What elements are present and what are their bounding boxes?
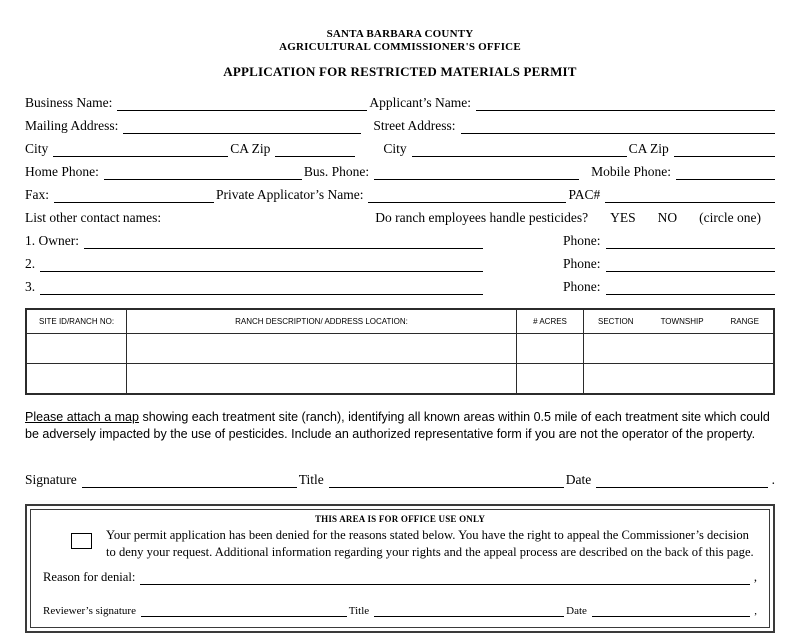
signature-field[interactable] xyxy=(82,472,297,488)
range-header: RANGE xyxy=(730,317,759,327)
title-field[interactable] xyxy=(329,472,564,488)
ca-zip-mailing-label: CA Zip xyxy=(230,141,271,157)
city-street-field[interactable] xyxy=(412,141,627,157)
reviewer-signature-label: Reviewer’s signature xyxy=(43,605,136,618)
owner2-label: 2. xyxy=(25,256,36,272)
ca-zip-street-field[interactable] xyxy=(674,141,775,157)
trailing-period: . xyxy=(771,472,775,488)
ca-zip-mailing-field[interactable] xyxy=(275,141,355,157)
col-site-id-header: SITE ID/RANCH NO: xyxy=(26,309,127,334)
pac-field[interactable] xyxy=(605,187,775,203)
form-title: APPLICATION FOR RESTRICTED MATERIALS PERMIT xyxy=(223,64,577,80)
office-use-box xyxy=(25,504,775,633)
col-description-header: RANCH DESCRIPTION/ ADDRESS LOCATION: xyxy=(127,309,517,334)
row-addresses xyxy=(25,118,775,134)
denial-section xyxy=(43,527,757,561)
owner2-field[interactable] xyxy=(40,256,483,272)
denial-text: Your permit application has been denied for the reasons stated below. You have the right to appeal the Commissioner’s decision to deny your request. Additional information regarding your rights and the appeal process are described on the back of this page. xyxy=(106,528,754,560)
date-label: Date xyxy=(565,472,592,488)
owner1-group xyxy=(25,233,483,249)
owner2-group xyxy=(25,256,483,272)
contacts-heading: List other contact names: xyxy=(25,210,162,226)
mailing-address-label: Mailing Address: xyxy=(25,118,119,134)
row-owner-3 xyxy=(25,279,775,295)
str-header-group xyxy=(586,317,771,326)
row-owner-2 xyxy=(25,256,775,272)
owner1-phone-label: Phone: xyxy=(563,233,601,249)
reviewer-trailing-comma: , xyxy=(754,605,757,618)
title-label: Title xyxy=(298,472,324,488)
map-note-underlined: Please attach a map xyxy=(25,410,139,425)
owner1-label: 1. Owner: xyxy=(25,233,79,249)
str-cell[interactable] xyxy=(584,334,775,364)
reason-field[interactable] xyxy=(140,569,750,585)
fax-field[interactable] xyxy=(54,187,214,203)
pesticides-question-group xyxy=(375,210,775,226)
private-applicator-label: Private Applicator’s Name: xyxy=(216,187,364,203)
fax-label: Fax: xyxy=(25,187,50,203)
bus-phone-field[interactable] xyxy=(374,164,579,180)
row-owner-1 xyxy=(25,233,775,249)
ca-zip-street-label: CA Zip xyxy=(628,141,669,157)
no-option[interactable]: NO xyxy=(657,210,678,226)
owner3-phone-field[interactable] xyxy=(606,279,775,295)
applicants-name-field[interactable] xyxy=(476,95,775,111)
row-signature xyxy=(25,472,775,488)
owner1-field[interactable] xyxy=(84,233,483,249)
table-header-row xyxy=(26,309,774,334)
org-name: SANTA BARBARA COUNTY xyxy=(326,28,474,40)
ranch-sites-table xyxy=(25,308,775,395)
site-id-cell[interactable] xyxy=(26,334,127,364)
map-note-rest: showing each treatment site (ranch), identifying all known areas within 0.5 mile of each treatment site which could be adversely impacted by the use of pesticides. Include an authorized representative form if you are not the operator of the property. xyxy=(25,410,770,441)
row-reason-for-denial xyxy=(43,569,757,585)
owner3-label: 3. xyxy=(25,279,36,295)
owner3-field[interactable] xyxy=(40,279,483,295)
row-contacts-question xyxy=(25,210,775,226)
reason-trailing-comma: , xyxy=(753,570,757,585)
col-acres-header: # ACRES xyxy=(517,309,584,334)
home-phone-field[interactable] xyxy=(104,164,302,180)
acres-cell[interactable] xyxy=(517,364,584,395)
description-cell[interactable] xyxy=(127,364,517,395)
business-name-field[interactable] xyxy=(117,95,367,111)
city-mailing-field[interactable] xyxy=(53,141,228,157)
pac-label: PAC# xyxy=(568,187,601,203)
bus-phone-label: Bus. Phone: xyxy=(303,164,370,180)
reviewer-date-field[interactable] xyxy=(592,601,750,617)
reviewer-date-label: Date xyxy=(566,605,587,618)
mobile-phone-label: Mobile Phone: xyxy=(591,164,672,180)
circle-one-note: (circle one) xyxy=(699,210,761,226)
row-fax-pac xyxy=(25,187,775,203)
str-cell[interactable] xyxy=(584,364,775,395)
denial-checkbox[interactable] xyxy=(71,533,92,549)
pesticides-question: Do ranch employees handle pesticides? xyxy=(375,210,589,226)
reviewer-title-field[interactable] xyxy=(374,601,564,617)
section-header: SECTION xyxy=(598,317,634,327)
mailing-address-field[interactable] xyxy=(123,118,361,134)
business-name-label: Business Name: xyxy=(25,95,113,111)
city-mailing-label: City xyxy=(25,141,49,157)
private-applicator-field[interactable] xyxy=(368,187,566,203)
owner2-phone-label: Phone: xyxy=(563,256,601,272)
map-attachment-note xyxy=(25,409,775,442)
street-address-field[interactable] xyxy=(461,118,776,134)
office-box-heading: THIS AREA IS FOR OFFICE USE ONLY xyxy=(314,514,486,525)
site-id-cell[interactable] xyxy=(26,364,127,395)
reason-label: Reason for denial: xyxy=(43,570,136,585)
date-field[interactable] xyxy=(596,472,767,488)
township-header: TOWNSHIP xyxy=(660,317,704,327)
city-street-label: City xyxy=(383,141,407,157)
table-row xyxy=(26,364,774,395)
home-phone-label: Home Phone: xyxy=(25,164,99,180)
row-business-applicant xyxy=(25,95,775,111)
owner2-phone-field[interactable] xyxy=(606,256,775,272)
owner1-phone-field[interactable] xyxy=(606,233,775,249)
owner3-group xyxy=(25,279,483,295)
street-address-label: Street Address: xyxy=(373,118,456,134)
row-city-zip xyxy=(25,141,775,157)
applicants-name-label: Applicant’s Name: xyxy=(369,95,471,111)
reviewer-title-label: Title xyxy=(348,605,370,618)
yes-option[interactable]: YES xyxy=(610,210,636,226)
acres-cell[interactable] xyxy=(517,334,584,364)
org-office: AGRICULTURAL COMMISSIONER'S OFFICE xyxy=(279,41,521,54)
row-reviewer-signature xyxy=(43,601,757,617)
table-row xyxy=(26,334,774,364)
description-cell[interactable] xyxy=(127,334,517,364)
owner3-phone-label: Phone: xyxy=(563,279,601,295)
signature-label: Signature xyxy=(25,472,77,488)
reviewer-signature-field[interactable] xyxy=(141,601,347,617)
row-phones xyxy=(25,164,775,180)
mobile-phone-field[interactable] xyxy=(676,164,775,180)
col-str-header xyxy=(584,309,775,334)
office-use-box-inner xyxy=(30,509,770,628)
